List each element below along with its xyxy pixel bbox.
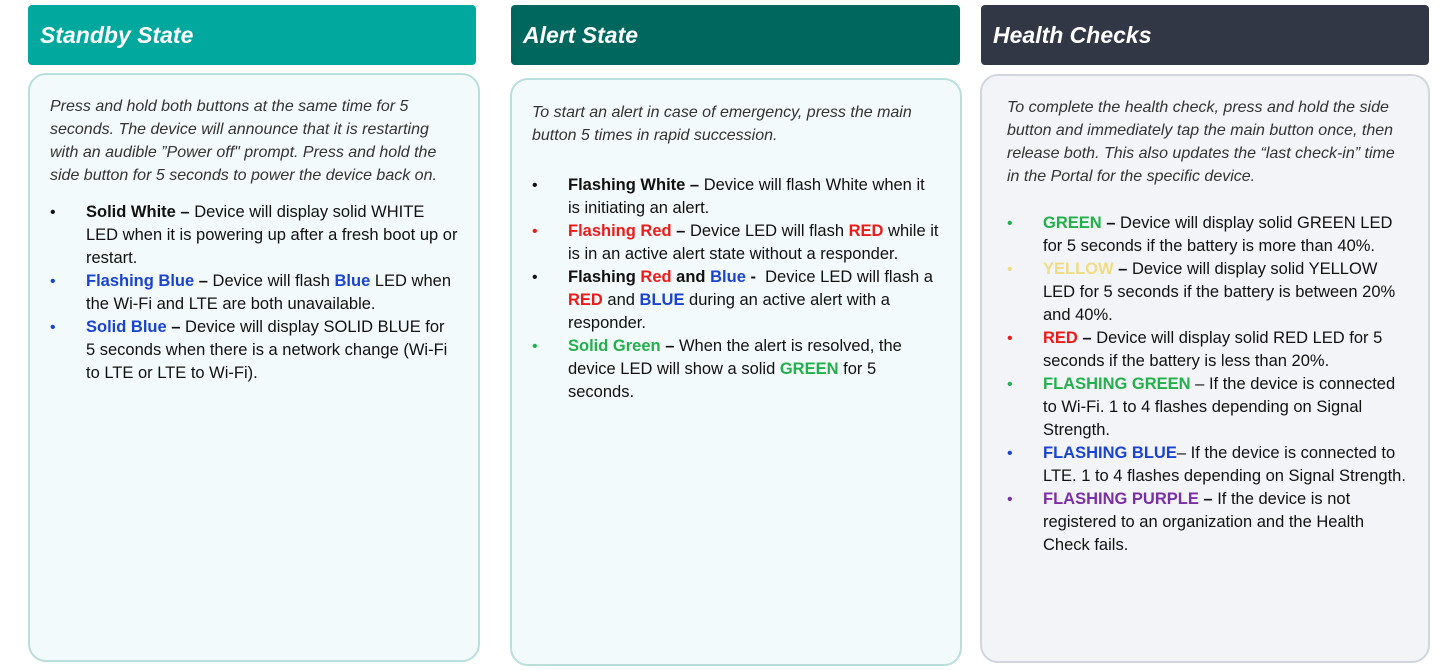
item-sep: – [166,318,186,336]
item-text: Device will flash White when it is initiating an alert. [568,176,925,217]
item-text: When the alert is resolved, the device LED will show a solid [568,337,902,378]
list-item [532,220,940,266]
item-sep: – [660,337,679,355]
item-text: Device will display solid WHITE LED when it is powering up after a fresh boot up or restart. [86,203,458,267]
item-text: during an active alert with a responder. [568,291,890,332]
list-item [532,335,940,404]
item-sep: – [671,222,690,240]
bullet-icon: • [1007,330,1013,347]
standby-intro: Press and hold both buttons at the same time for 5 seconds. The device will announce that it is restarting with an audible ”Power off" prompt. Press and hold the side button for 5 seconds to power the device back on. [50,98,437,184]
item-sep: – [194,272,213,290]
item-emphasis-red: RED [568,291,603,309]
item-text: Device will display solid YELLOW LED for 5 seconds if the battery is between 20% and 40%. [1043,260,1396,324]
item-label: YELLOW [1043,260,1114,278]
item-text: LED when the Wi-Fi and LTE are both unavailable. [86,272,451,313]
item-text: Device LED will flash a [765,268,933,286]
list-item [1007,488,1408,557]
list-item [532,266,940,335]
item-emphasis-blue: BLUE [639,291,685,309]
item-label: FLASHING BLUE [1043,444,1177,462]
list-item [1007,327,1408,373]
item-sep: – [685,176,704,194]
item-label: Flashing [568,268,641,286]
item-text: If the device is connected to LTE. 1 to 4 flashes depending on Signal Strength. [1043,444,1406,485]
item-text: Device will flash [212,272,335,290]
item-sep: – [1190,375,1209,393]
item-label: GREEN [1043,214,1102,232]
item-text: Device will display solid GREEN LED for 5 seconds if the battery is more than 40%. [1043,214,1393,255]
item-label: Flashing Blue [86,272,195,290]
item-label: Solid White [86,203,176,221]
list-item [50,316,458,385]
standby-list [50,201,458,385]
health-checks-card [980,74,1430,663]
standby-state-card [28,73,480,662]
standby-state-title: Standby State [40,21,194,48]
item-label: RED [1043,329,1078,347]
item-text: Device will display solid RED LED for 5 seconds if the battery is less than 20%. [1043,329,1383,370]
alert-state-title: Alert State [523,21,639,48]
list-item [50,270,458,316]
list-item [1007,373,1408,442]
alert-intro: To start an alert in case of emergency, press the main button 5 times in rapid succession. [532,104,912,144]
bullet-icon: • [50,204,56,221]
item-sep: – [1176,444,1191,462]
bullet-icon: • [50,273,56,290]
item-text: If the device is not registered to an organization and the Health Check fails. [1043,490,1365,554]
item-emphasis: Blue [334,272,371,290]
bullet-icon: • [1007,261,1013,278]
health-checks-title: Health Checks [993,21,1152,48]
item-label: FLASHING GREEN [1043,375,1191,393]
item-label: Flashing White [568,176,686,194]
item-sep: – [1077,329,1097,347]
alert-state-header [511,5,960,65]
item-label-and: and [671,268,711,286]
bullet-icon: • [532,177,538,194]
item-text: Device will display SOLID BLUE for 5 seconds when there is a network change (Wi-Fi to LTE or LTE to Wi-Fi). [86,318,448,382]
bullet-icon: • [1007,215,1013,232]
item-text: for 5 seconds. [568,360,877,401]
item-emphasis: GREEN [779,360,839,378]
list-item [1007,212,1408,258]
alert-state-card [510,78,962,666]
list-item [532,174,940,220]
item-sep: – [1101,214,1121,232]
list-item [1007,258,1408,327]
item-label: Solid Blue [86,318,167,336]
item-emphasis: RED [848,222,884,240]
health-intro: To complete the health check, press and hold the side button and immediately tap the main button once, then release both. This also updates the “last check-in” time in the Portal for the specific device. [1007,99,1395,185]
item-label-red: Red [640,268,672,286]
bullet-icon: • [50,319,56,336]
alert-list [532,174,940,404]
item-text: and [602,291,640,309]
bullet-icon: • [532,269,538,286]
item-sep: – [1198,490,1218,508]
bullet-icon: • [1007,376,1013,393]
list-item [1007,442,1408,488]
item-sep: – [175,203,195,221]
list-item [50,201,458,270]
bullet-icon: • [1007,445,1013,462]
item-label: Solid Green [568,337,661,355]
item-text: while it is in an active alert state without a responder. [568,222,939,263]
item-label: Flashing Red [568,222,672,240]
item-text: Device LED will flash [689,222,849,240]
bullet-icon: • [532,223,538,240]
health-checks-header [981,5,1429,65]
health-list [1007,212,1408,557]
item-sep: - [745,268,766,286]
item-label: FLASHING PURPLE [1043,490,1199,508]
standby-state-header [28,5,476,65]
item-text: If the device is connected to Wi-Fi. 1 to 4 flashes depending on Signal Strength. [1043,375,1396,439]
bullet-icon: • [532,338,538,355]
item-sep: – [1113,260,1132,278]
item-label-blue: Blue [710,268,746,286]
bullet-icon: • [1007,491,1013,508]
